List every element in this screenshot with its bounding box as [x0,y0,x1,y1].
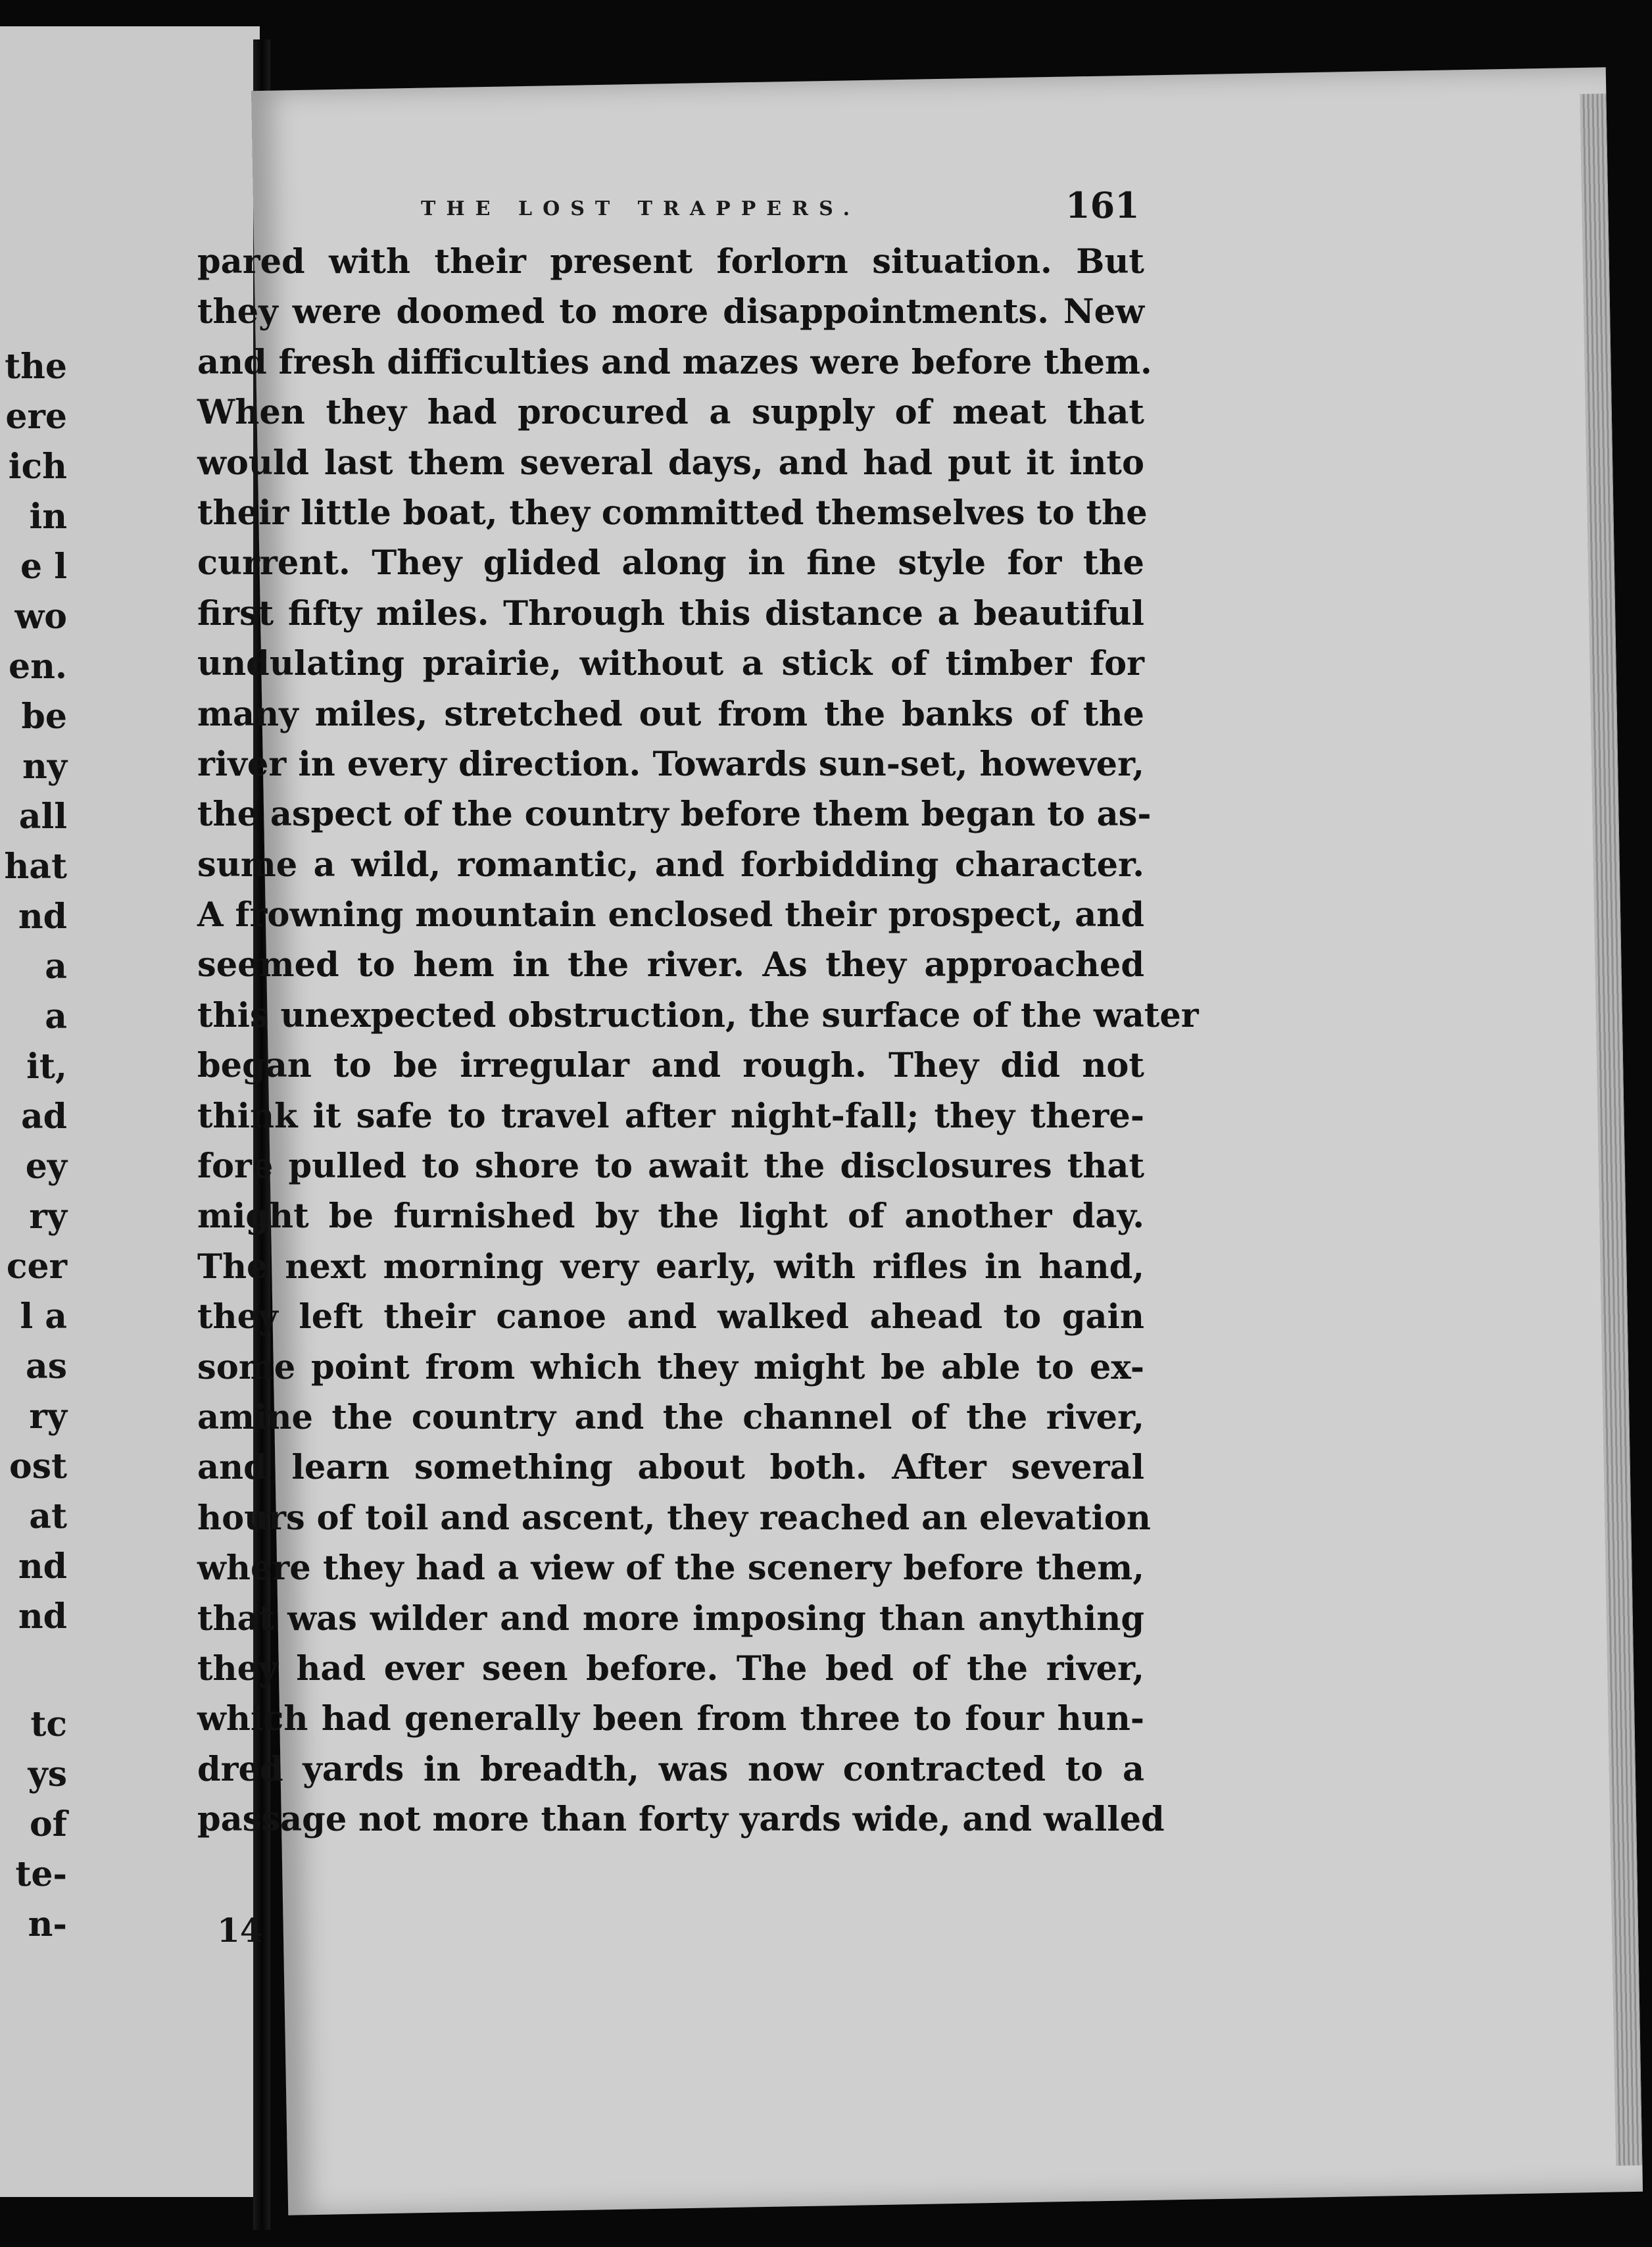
text-line: which had generally been from three to four hun- [197,1699,1144,1739]
left-text-fragment: of [29,1804,67,1844]
page-number: 161 [1065,184,1140,226]
body-text [197,237,1199,1845]
left-text-fragment: hat [4,847,67,887]
left-text-fragment: ys [28,1754,67,1794]
left-text-fragment: e l [20,547,67,587]
text-line: they were doomed to more disappointments. New [197,292,1144,332]
left-text-fragment [4,1642,67,1700]
left-text-fragment: nd [18,897,67,937]
left-text-fragment: at [29,1496,67,1537]
text-line: they had ever seen before. The bed of the river, [197,1648,1144,1689]
left-text-fragment: as [26,1346,67,1387]
text-line: dred yards in breadth, was now contracted to a [197,1749,1144,1789]
left-text-fragment: ry [29,1197,67,1237]
left-text-fragment: ost [9,1446,67,1487]
text-line: undulating prairie, without a stick of timber for [197,644,1144,684]
text-line: river in every direction. Towards sun-set, however, [197,744,1144,784]
text-line: would last them several days, and had put it into [197,443,1144,483]
left-text-fragment: wo [14,597,67,637]
left-text-fragment: be [21,697,67,737]
left-text-fragment: in [29,497,67,537]
text-line: pared with their present forlorn situation. But [197,242,1144,282]
left-text-fragment: nd [18,1596,67,1637]
text-line: and fresh difficulties and mazes were before them. [197,342,1152,382]
text-line: current. They glided along in fine style for the [197,543,1144,583]
text-line: The next morning very early, with rifles in hand, [197,1247,1144,1287]
left-text-fragment: ich [8,447,67,487]
left-text-fragment: a [45,997,67,1037]
left-text-fragment: l a [20,1296,67,1337]
text-line: A frowning mountain enclosed their prospect, and [197,895,1144,935]
text-line: amine the country and the channel of the river, [197,1397,1144,1437]
text-line: their little boat, they committed themselves to the [197,493,1148,533]
text-line: hours of toil and ascent, they reached an elevation [197,1498,1151,1538]
left-text-fragment: all [18,797,67,837]
left-text-fragment: it, [26,1047,67,1087]
text-line: seemed to hem in the river. As they approached [197,945,1144,985]
left-text-fragment: ere [5,397,67,437]
running-head: THE LOST TRAPPERS. [421,197,861,220]
left-text-fragment: a [45,947,67,987]
text-line: When they had procured a supply of meat that [197,393,1144,433]
text-line: think it safe to travel after night-fall; they there- [197,1096,1144,1136]
text-line: this unexpected obstruction, the surface of the water [197,995,1199,1035]
left-text-fragment: nd [18,1546,67,1587]
left-text-fragment: en. [9,647,67,687]
signature-mark: 14 [217,1911,263,1950]
text-line: where they had a view of the scenery before them, [197,1548,1144,1589]
text-line: and learn something about both. After several [197,1448,1144,1488]
text-line: might be furnished by the light of another day. [197,1197,1144,1237]
left-page-text-fragments [4,342,67,1950]
text-line: that was wilder and more imposing than anything [197,1598,1144,1639]
text-line: many miles, stretched out from the banks of the [197,694,1144,734]
text-line: sume a wild, romantic, and forbidding character. [197,845,1144,885]
text-line: fore pulled to shore to await the disclosures that [197,1147,1144,1187]
text-line: began to be irregular and rough. They did not [197,1046,1144,1086]
left-text-fragment: ny [22,747,67,787]
text-line: some point from which they might be able to ex- [197,1347,1144,1387]
left-text-fragment: ey [25,1147,67,1187]
left-text-fragment: n- [28,1904,67,1944]
left-text-fragment: tc [30,1704,67,1744]
page-edge [1580,93,1642,2165]
left-text-fragment: ry [29,1396,67,1437]
text-line: passage not more than forty yards wide, and walled [197,1800,1165,1840]
text-line: the aspect of the country before them began to as- [197,795,1152,835]
text-line: they left their canoe and walked ahead to gain [197,1297,1144,1337]
left-text-fragment: the [5,347,67,387]
left-text-fragment: te- [15,1854,67,1894]
left-text-fragment: ad [20,1097,67,1137]
left-text-fragment: cer [6,1247,67,1287]
text-line: first fifty miles. Through this distance a beautiful [197,593,1144,633]
